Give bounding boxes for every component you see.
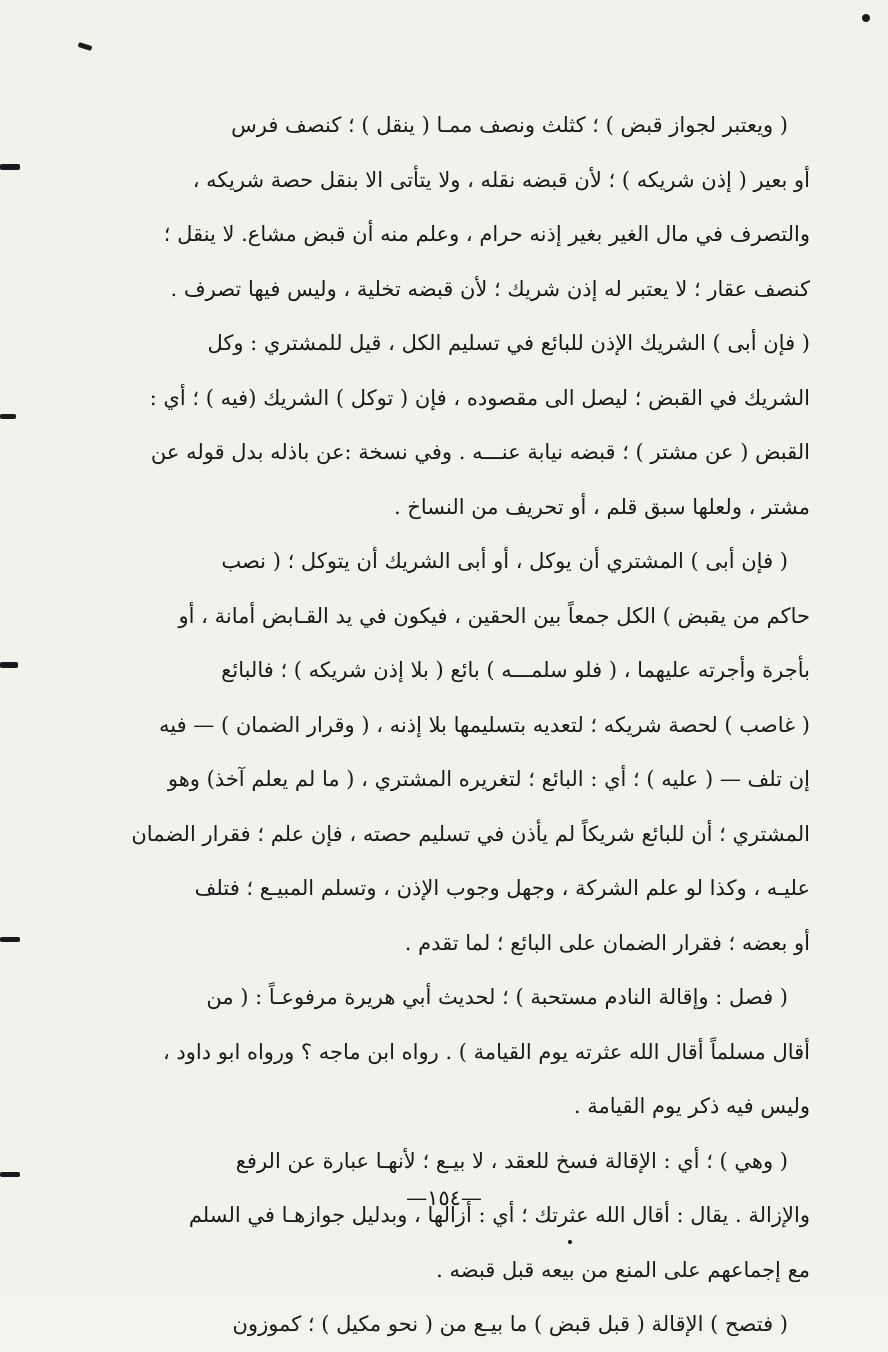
text-line: كنصف عقار ؛ لا يعتبر له إذن شريك ؛ لأن قبضه تخلية ، وليس فيها تصرف . — [170, 276, 810, 301]
text-line: ( فصل : وإقالة النادم مستحبة ) ؛ لحديث أبي هريرة مرفوعـاً : ( من — [206, 985, 788, 1009]
text-line: ( فإن أبى ) المشتري أن يوكل ، أو أبى الشريك أن يتوكل ؛ ( نصب — [221, 549, 788, 573]
text-line: المشتري ؛ أن للبائع شريكاً لم يأذن في تسليم حصته ، فإن علم ؛ فقرار الضمان — [131, 821, 810, 846]
text-line: حاكم من يقبض ) الكل جمعاً بين الحقين ، فيكون في يد القـابض أمانة ، أو — [178, 603, 810, 628]
margin-mark — [78, 42, 93, 51]
margin-mark — [0, 1172, 20, 1177]
page-number: —١٥٤— — [406, 1186, 482, 1210]
text-line: ( فإن أبى ) الشريك الإذن للبائع في تسليم الكل ، قيل للمشتري : وكل — [207, 331, 810, 355]
text-line: الشريك في القبض ؛ ليصل الى مقصوده ، فإن ( توكل ) الشريك (فيه ) ؛ أي : — [149, 385, 810, 410]
text-line: والتصرف في مال الغير بغير إذنه حرام ، وعلم منه أن قبض مشاع. لا ينقل ؛ — [163, 222, 810, 246]
text-line: عليـه ، وكذا لو علم الشركة ، وجهل وجوب الإذن ، وتسلم المبيـع ؛ فتلف — [194, 876, 810, 900]
text-line: مشتر ، ولعلها سبق قلم ، أو تحريف من النساخ . — [393, 494, 810, 519]
margin-mark — [862, 14, 870, 22]
text-line: ( فتصح ) الإقالة ( قبل قبض ) ما بيـع من ( نحو مكيل ) ؛ كموزون — [232, 1312, 788, 1336]
margin-mark — [0, 937, 20, 942]
text-line: إن تلف — ( عليه ) ؛ أي : البائع ؛ لتغريره المشتري ، ( ما لم يعلم آخذ) وهو — [167, 767, 810, 791]
text-line: والإزالة . يقال : أقال الله عثرتك ؛ أي : أزالها ، وبدليل جوازهـا في السلم — [188, 1203, 810, 1227]
text-line: أو بعير ( إذن شريكه ) ؛ لأن قبضه نقله ، ولا يتأتى الا بنقل حصة شريكه ، — [192, 167, 810, 192]
margin-mark — [0, 164, 20, 170]
text-line: أو بعضه ؛ فقرار الضمان على البائع ؛ لما تقدم . — [404, 930, 810, 955]
margin-mark — [0, 414, 16, 419]
body-text — [98, 98, 810, 1352]
text-line: وليس فيه ذكر يوم القيامة . — [573, 1094, 810, 1118]
text-line: أقال مسلماً أقال الله عثرته يوم القيامة ) . رواه ابن ماجه ؟ ورواه ابو داود ، — [162, 1039, 810, 1064]
text-line: ( غاصب ) لحصة شريكه ؛ لتعديه بتسليمها بلا إذنه ، ( وقرار الضمان ) — فيه — [158, 712, 810, 737]
text-line: ( وهي ) ؛ أي : الإقالة فسخ للعقد ، لا بيـع ؛ لأنهـا عبارة عن الرفع — [235, 1148, 788, 1173]
text-line: القبض ( عن مشتر ) ؛ قبضه نيابة عنـــه . وفي نسخة :عن باذله بدل قوله عن — [150, 440, 810, 464]
text-line: بأجرة وأجرته عليهما ، ( فلو سلمـــه ) بائع ( بلا إذن شريكه ) ؛ فالبائع — [221, 658, 810, 682]
text-line: مع إجماعهم على المنع من بيعه قبل قبضه . — [436, 1257, 810, 1282]
margin-mark — [0, 662, 18, 668]
text-line: ( ويعتبر لجواز قبض ) ؛ كثلث ونصف ممـا ( ينقل ) ؛ كنصف فرس — [231, 113, 788, 137]
